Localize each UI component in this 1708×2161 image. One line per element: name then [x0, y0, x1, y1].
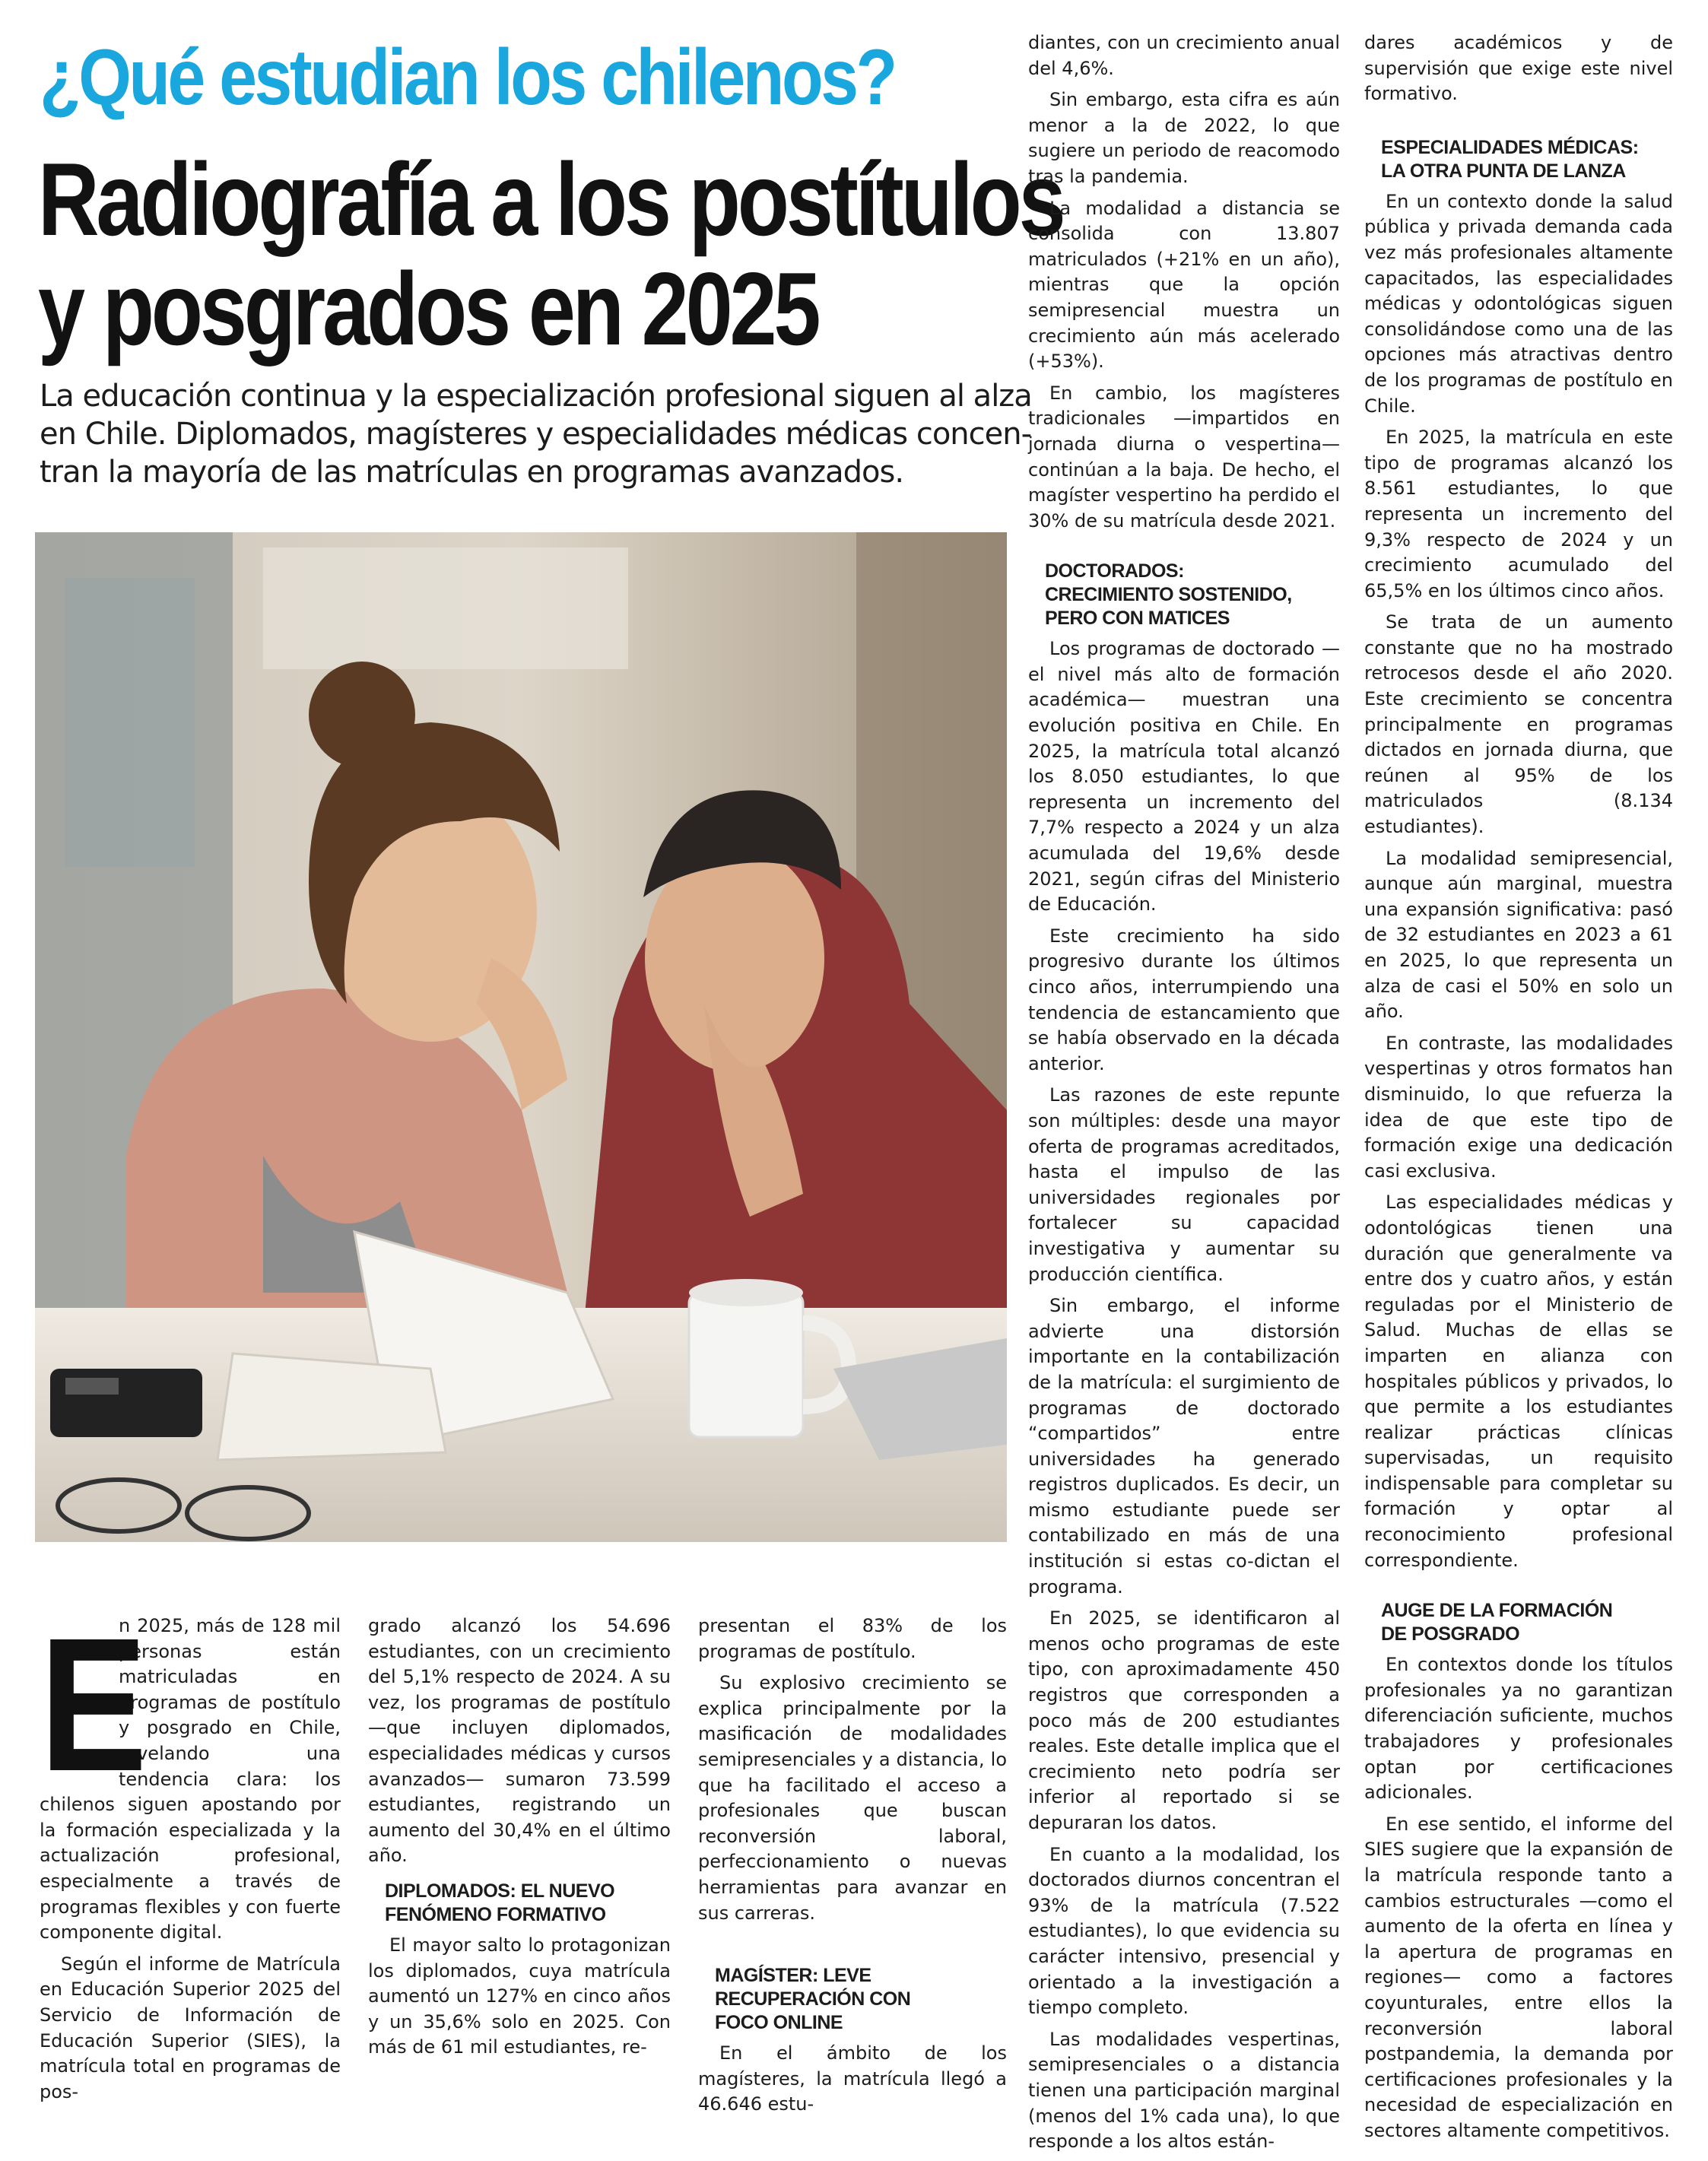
paragraph: Se trata de un aumento constante que no ha mostrado retrocesos desde el año 2020. Este crecimiento se concentra principalmente en programas dictados en jornada diurna, que reúnen al 95% de los matriculados (8.134 estudiantes). — [1364, 611, 1673, 838]
article-column-2 — [368, 1614, 671, 2067]
article-column-1 — [40, 1598, 341, 2111]
section-heading-magister — [715, 1964, 1007, 2035]
article-column-3 — [698, 1614, 1007, 2124]
paragraph: Sin embargo, el informe advierte una distorsión importante en la contabilización de la matrícula: el surgimiento de programas de doctorado “compartidos” entre universidades ha generado registros duplicados. Es decir, un mismo estudiante puede ser contabilizado en más de una institución si estas co-dictan el programa. — [1028, 1295, 1340, 1598]
photo-illustration — [35, 532, 1007, 1542]
paragraph: En ese sentido, el informe del SIES sugiere que la expansión de la matrícula responde tanto a cambios estructurales —como el aumento de la oferta en línea y la apertura de programas en regiones— como a factores coyunturales, entre ellos la reconversión laboral postpandemia, la demanda por certificaciones profesionales y la necesidad de especialización en sectores altamente competitivos. — [1364, 1813, 1673, 2141]
paragraph: La modalidad semipresencial, aunque aún marginal, muestra una expansión significativa: pasó de 32 estudiantes en 2023 a 61 en 2025, lo que representa un alza de casi el 50% en solo un año. — [1364, 847, 1673, 1023]
paragraph: En 2025, se identificaron al menos ocho programas de este tipo, con aproximadamente 450 registros que corresponden a poco más de 200 estudiantes reales. Este detalle implica que el crecimiento neto podría ser inferior al reportado si se depuraran los datos. — [1028, 1607, 1340, 1833]
paragraph: En cuanto a la modalidad, los doctorados diurnos concentran el 93% de la matrícula (7.522 estudiantes), lo que evidencia su carácter intensivo, presencial y orientado a la investigación a tiempo completo. — [1028, 1843, 1340, 2019]
headline-line-2: y posgrados en 2025 — [38, 251, 818, 367]
paragraph: Su explosivo crecimiento se explica principalmente por la masificación de modalidades semipresenciales y a distancia, lo que ha facilitado el acceso a profesionales que buscan reconversión laboral, perfeccionamiento o nuevas herramientas para avanzar en sus carreras. — [698, 1672, 1007, 1924]
article-column-4 — [1028, 30, 1340, 2161]
paragraph: Sin embargo, esta cifra es aún menor a la de 2022, lo que sugiere un periodo de reacomodo tras la pandemia. — [1028, 89, 1340, 187]
paragraph: La modalidad a distancia se consolida con 13.807 matriculados (+21% en un año), mientras que la opción semipresencial muestra un crecimiento aún más acelerado (+53%). — [1028, 197, 1340, 373]
section-heading-doctorados — [1045, 560, 1340, 630]
paragraph: diantes, con un crecimiento anual del 4,6%. — [1028, 32, 1340, 79]
paragraph: Las razones de este repunte son múltiples: desde una mayor oferta de programas acreditados, hasta el impulso de las universidades regionales por fortalecer su capacidad investigativa y aumentar su producción científica. — [1028, 1084, 1340, 1285]
section-heading-posgrado — [1381, 1599, 1673, 1646]
paragraph: El mayor salto lo protagonizan los diplomados, cuya matrícula aumentó un 127% en cinco años y un 35,6% solo en 2025. Con más de 61 mil estudiantes, re- — [368, 1934, 671, 2058]
headline-line-1: Radiografía a los postítulos — [38, 141, 1063, 257]
heading-line: PERO CON MATICES — [1045, 608, 1230, 630]
heading-line: FOCO ONLINE — [715, 2012, 843, 2034]
paragraph: Las especialidades médicas y odontológicas tienen una duración que generalmente va entre dos y cuatro años, y están reguladas por el Ministerio de Salud. Muchas de ellas se imparten en alianza con hospitales públicos y privados, lo que permite a los estudiantes realizar prácticas clínicas supervisadas, un requisito indispensable para completar su formación y optar al reconocimiento profesional correspondiente. — [1364, 1192, 1673, 1571]
heading-line: DOCTORADOS: — [1045, 560, 1184, 582]
dropcap: E — [40, 1598, 148, 1810]
paragraph: En contextos donde los títulos profesionales ya no garantizan diferenciación suficiente, muchos trabajadores y profesionales optan por certificaciones adicionales. — [1364, 1654, 1673, 1804]
heading-line: ESPECIALIDADES MÉDICAS: — [1381, 136, 1639, 158]
paragraph: En el ámbito de los magísteres, la matrícula llegó a 46.646 estu- — [698, 2042, 1007, 2115]
heading-line: MAGÍSTER: LEVE — [715, 1965, 871, 1987]
deck — [40, 377, 1032, 491]
deck-line-2: en Chile. Diplomados, magísteres y especialidades médicas concen- — [40, 417, 1032, 452]
paragraph: Según el informe de Matrícula en Educación Superior 2025 del Servicio de Información de Educación Superior (SIES), la matrícula total en programas de pos- — [40, 1953, 341, 2102]
deck-line-1: La educación continua y la especialización profesional siguen al alza — [40, 379, 1032, 414]
section-heading-especialidades — [1381, 136, 1673, 183]
paragraph: presentan el 83% de los programas de postítulo. — [698, 1615, 1007, 1662]
heading-line: CRECIMIENTO SOSTENIDO, — [1045, 584, 1292, 606]
paragraph: grado alcanzó los 54.696 estudiantes, con un crecimiento del 5,1% respecto de 2024. A su vez, los programas de postítulo —que incluyen diplomados, especialidades médicas y cursos avanzados— sumaron 73.599 estudiantes, registrando un aumento del 30,4% en el último año. — [368, 1615, 671, 1867]
heading-line: LA OTRA PUNTA DE LANZA — [1381, 160, 1626, 182]
deck-line-3: tran la mayoría de las matrículas en programas avanzados. — [40, 455, 904, 490]
paragraph: En 2025, la matrícula en este tipo de programas alcanzó los 8.561 estudiantes, lo que representa un incremento del 9,3% respecto de 2024 y un crecimiento acumulado del 65,5% en los últimos cinco años. — [1364, 427, 1673, 601]
article-column-5 — [1364, 30, 1673, 2150]
paragraph: dares académicos y de supervisión que exige este nivel formativo. — [1364, 32, 1673, 105]
heading-line: FENÓMENO FORMATIVO — [385, 1903, 606, 1925]
heading-line: RECUPERACIÓN CON — [715, 1988, 911, 2010]
paragraph: Las modalidades vespertinas, semipresenciales o a distancia tienen una participación marginal (menos del 1% cada una), lo que responde a los altos están- — [1028, 2028, 1340, 2153]
heading-line: AUGE DE LA FORMACIÓN — [1381, 1600, 1613, 1622]
paragraph: En un contexto donde la salud pública y privada demanda cada vez más profesionales altamente capacitados, las especialidades médicas y odontológicas siguen consolidándose como una de las opciones más atractivas dentro de los programas de postítulo en Chile. — [1364, 190, 1673, 417]
paragraph: En cambio, los magísteres tradicionales —impartidos en jornada diurna o vespertina— continúan a la baja. De hecho, el magíster vespertino ha perdido el 30% de su matrícula desde 2021. — [1028, 382, 1340, 532]
section-heading-diplomados — [385, 1880, 671, 1927]
paragraph: En contraste, las modalidades vespertinas y otros formatos han disminuido, lo que refuerza la idea de que este tipo de formación exige una dedicación casi exclusiva. — [1364, 1032, 1673, 1182]
paragraph: n 2025, más de 128 mil personas están matriculadas en programas de postítulo y posgrado en Chile, revelando una tendencia clara: los chilenos siguen apostando por la formación especializada y la actualización profesional, especialmente a través de programas flexibles y con fuerte componente digital. — [40, 1615, 341, 1944]
paragraph: Este crecimiento ha sido progresivo durante los últimos cinco años, interrumpiendo una tendencia de estancamiento que se había observado en la década anterior. — [1028, 925, 1340, 1074]
heading-line: DE POSGRADO — [1381, 1623, 1520, 1645]
heading-line: DIPLOMADOS: EL NUEVO — [385, 1880, 615, 1902]
headline — [38, 141, 1063, 367]
paragraph: Los programas de doctorado —el nivel más alto de formación académica— muestran una evolución positiva en Chile. En 2025, la matrícula total alcanzó los 8.050 estudiantes, lo que representa un incremento del 7,7% respecto a 2024 y un alza acumulada del 19,6% desde 2021, según cifras del Ministerio de Educación. — [1028, 638, 1340, 915]
kicker-title: ¿Qué estudian los chilenos? — [40, 33, 895, 122]
students-studying-photo — [35, 532, 1007, 1542]
